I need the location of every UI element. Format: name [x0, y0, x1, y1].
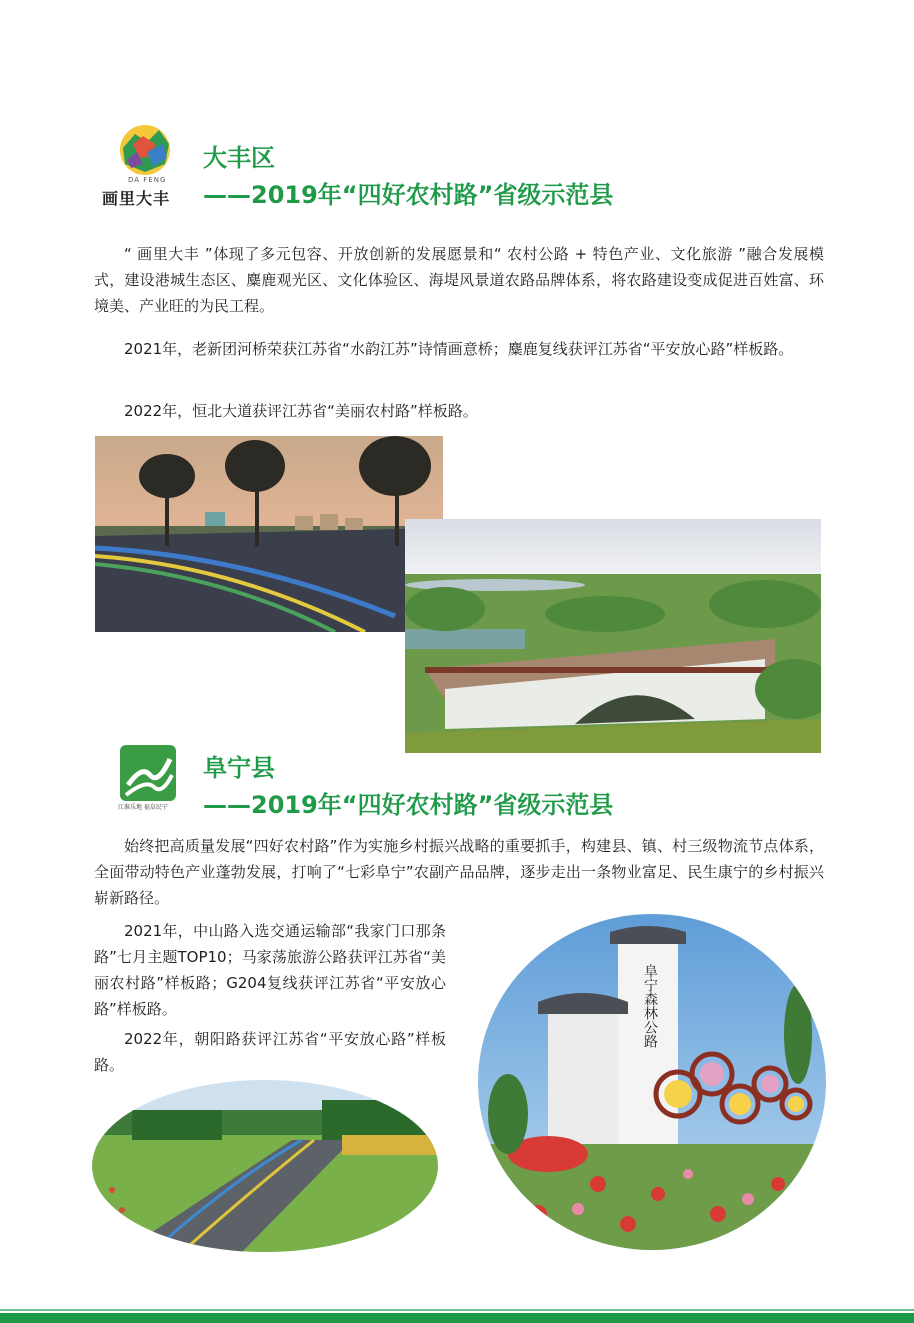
section2-paragraph-2: 2021年，中山路入选交通运输部“我家门口那条路”七月主题TOP10；马家荡旅游公路获评江苏省“美丽农村路”样板路；G204复线获评江苏省“平安放心路”样板路。: [94, 922, 446, 1018]
section1-paragraph-1: “ 画里大丰 ”体现了多元包容、开放创新的发展愿景和“ 农村公路 + 特色产业、文化旅游 ”融合发展模式，建设港城生态区、麋鹿观光区、文化体验区、海堤风景道农路品牌体系，将农路建设变成促进百姓富、环境美、产业旺的为民工程。: [94, 245, 824, 315]
section1-paragraph-2: 2021年，老新团河桥荣获江苏省“水韵江苏”诗情画意桥；麋鹿复线获评江苏省“平安放心路”样板路。: [124, 340, 794, 358]
section1-paragraph-3: 2022年，恒北大道获评江苏省“美丽农村路”样板路。: [124, 402, 478, 420]
funing-monument-photo: [478, 914, 826, 1250]
svg-text:阜宁森林公路: 阜宁森林公路: [642, 964, 658, 1048]
section2-paragraph-3: 2022年，朝阳路获评江苏省“平安放心路”样板路。: [94, 1030, 446, 1074]
section1-subtitle: ——2019年“四好农村路”省级示范县: [203, 181, 614, 209]
dafeng-logo-text: 画里大丰: [102, 189, 171, 208]
section2-paragraph-1: 始终把高质量发展“四好农村路”作为实施乡村振兴战略的重要抓手，构建县、镇、村三级物流节点体系，全面带动特色产业蓬勃发展，打响了“七彩阜宁”农副产品品牌，逐步走出一条物业富足、民生康宁的乡村振兴崭新路径。: [94, 837, 824, 907]
section1-title: 大丰区: [203, 144, 275, 172]
dafeng-logo-sub: DA FENG: [128, 176, 167, 184]
funing-road-photo: [92, 1080, 438, 1252]
funing-logo: [120, 745, 176, 801]
funing-logo-text: 江淮乐地 福阜民宁: [118, 804, 168, 811]
footer-bar: [0, 1313, 914, 1323]
dafeng-road-photo: [95, 436, 443, 632]
section2-title: 阜宁县: [203, 754, 275, 782]
section2-subtitle: ——2019年“四好农村路”省级示范县: [203, 791, 614, 819]
footer-thin-line: [0, 1309, 914, 1311]
dafeng-bridge-photo: [405, 519, 821, 753]
